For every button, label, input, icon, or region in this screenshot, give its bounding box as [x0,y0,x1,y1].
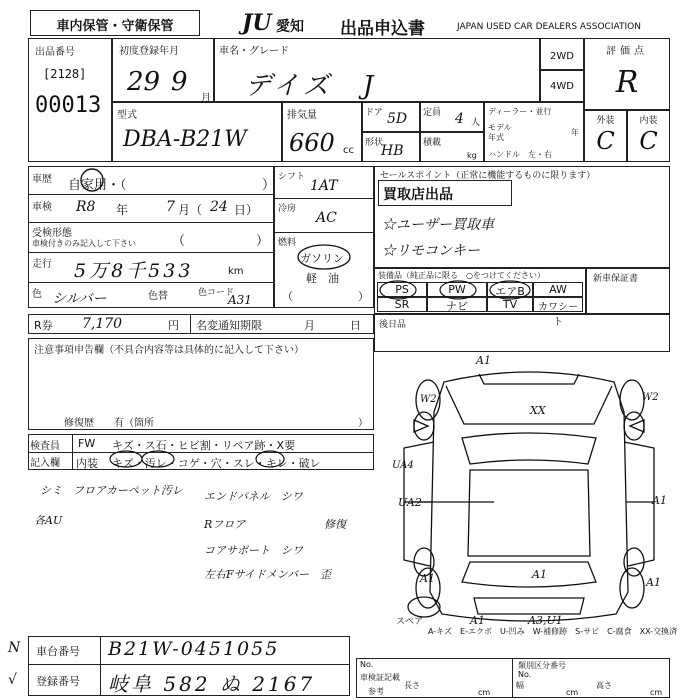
displacement-value: 660 [289,129,335,157]
grade-label: 評価点 [606,46,648,57]
warranty-label: 新車保証書 [593,274,639,284]
storage-tag [30,10,200,36]
drive-2wd: 2WD [550,51,574,62]
mark-rear-a3u1: A3,U1 [528,614,563,627]
note-core-support: コアサポート シワ [204,544,303,557]
capacity-unit: 人 [471,118,481,128]
fuel-gasoline: ガソリン [300,252,344,265]
inspector-row2: キズ・汚レ・コゲ・穴・スレ・キレ・破レ [112,457,321,470]
interior-value: C [639,127,658,155]
color-change-label: 色替 [148,291,168,302]
after-sale-block [374,314,670,352]
fuel-circle-mark [296,242,352,272]
first-reg-month: 9 [171,67,188,97]
cert-width-unit: cm [566,688,579,697]
first-reg-label: 初度登録年月 [119,46,179,57]
exterior-cell [584,110,627,162]
inspection-month-unit: 月（ [178,203,203,217]
equip-seat: カワシート [533,297,583,312]
cert-block [356,658,670,698]
shape-cell [362,132,420,162]
note-r-floor: Rフロア [204,518,246,531]
load-label: 積載 [423,138,442,148]
inspection-day-close: 日） [234,203,259,217]
equipment-circle-marks [376,278,586,302]
recycle-unit: 円 [168,319,179,332]
sales-headline-box [378,180,512,206]
displacement-cell [282,102,362,162]
sales-item-2: ☆リモコンキー [382,243,480,259]
mileage-value: 5万8千533 [74,260,194,282]
mark-left-w2: W2 [420,394,437,405]
note-each-au: 各AU [34,514,63,527]
mark-right-a1: A1 [652,494,667,507]
color-label: 色 [32,289,42,300]
repair-history: 修復歴 有（箇所 [64,418,154,429]
inspector-label-2: 記入欄 [30,458,60,469]
equip-ps: PS [377,282,427,297]
acceptance-label: 受検形態 [32,228,72,239]
inspection-month: 7 [166,199,175,215]
recycle-value: 7,170 [82,316,123,332]
equipment-label: 装備品（純正品に限る ○をつけてください） [378,271,545,280]
warranty-block [586,268,670,314]
doors-value: 5D [387,111,408,127]
note-repair: 修復 [324,518,346,531]
first-reg-cell [112,38,214,102]
history-close: ） [262,178,276,193]
displacement-unit: cc [343,145,354,156]
side-mark-n: N [8,640,21,656]
association-name: JAPAN USED CAR DEALERS ASSOCIATION [457,22,641,32]
drive-2wd-cell [540,38,584,70]
doors-cell [362,102,420,132]
capacity-cell [420,102,484,132]
plate-label: 登録番号 [36,675,80,688]
name-change-month: 月 [304,319,315,332]
exterior-value: C [596,127,615,155]
inspector-fw: FW [78,437,96,450]
inspection-year-unit: 年 [116,203,129,217]
doors-label: ドア [365,108,383,118]
acceptance-close: ） [256,234,270,249]
lot-label: 出品番号 [35,47,75,58]
dealer-year: 年式 [488,133,504,142]
equip-tv: TV [487,297,533,312]
interior-label: 内装 [639,116,658,126]
note-stain: シミ フロアカーペット汚レ [40,484,183,497]
cert-width: 幅 [516,681,524,690]
mark-front-a1: A1 [476,354,491,367]
capacity-label: 定員 [423,108,442,118]
shift-value: 1AT [310,178,338,194]
name-change-day: 日 [350,319,361,332]
sales-item-1: ☆ユーザー買取車 [382,217,494,233]
class-no: No. [518,670,532,679]
mark-hood-xx: XX [530,404,546,417]
inspection-label: 車検 [32,202,52,213]
fuel-label: 燃料 [278,238,297,248]
inspector-interior: 内装 [76,457,98,470]
shape-label: 形状 [365,138,384,148]
equip-airbag: エアB [487,282,533,297]
drive-4wd: 4WD [550,81,574,92]
cert-label: 車検証記載 [360,673,400,682]
repair-history-close: ） [358,418,368,429]
chassis-label: 車台番号 [36,645,80,658]
aircon-label: 冷房 [278,204,297,214]
cert-length: 長さ [404,681,420,690]
cert-height-unit: cm [650,688,663,697]
mark-right-w2: W2 [642,392,659,403]
history-label: 車歴 [32,174,52,185]
grade-cell [584,38,670,110]
cert-height: 高さ [596,681,612,690]
lot-code: [2128] [43,67,87,81]
inspection-era: R8 [76,199,96,215]
note-side-member: 左右Fサイドメンバー 歪 [204,568,331,581]
car-name-cell [214,38,540,102]
damage-legend: A-キズ E-エクボ U-凹み W-補修跡 S-サビ C-腐食 XX-交換済 [428,627,678,636]
history-value: 自家用・（ [68,178,127,193]
dealer-model: モデル [488,123,512,132]
sales-point-label: セールスポイント（正常に機能するものに限ります） [380,171,596,181]
exterior-label: 外装 [596,116,615,126]
acceptance-open: （ [172,234,186,249]
name-change-label: 名変通知期限 [196,319,262,332]
fuel-close: ） [358,290,369,303]
cert-ref: 参考 [368,687,384,696]
dealer-row1: ディーラー・並行 [488,107,552,116]
aircon-value: AC [316,210,337,226]
inspector-label-1: 検査員 [30,441,60,452]
inspector-circle-marks [106,448,296,470]
equip-navi: ナビ [427,297,487,312]
mark-rear-a1: A1 [470,614,485,627]
model-label: 型式 [117,110,137,121]
color-code-label: 色コード [198,288,235,298]
dealer-cell [484,102,584,162]
fuel-diesel: 軽 油 [306,272,339,285]
notes-label: 注意事項申告欄（不具合内容等は具体的に記入して下さい） [34,345,304,356]
note-end-panel: エンドパネル シワ [204,490,303,503]
cert-no: No. [360,660,374,669]
sales-headline: 買取店出品 [383,187,453,203]
class-label: 類別区分番号 [518,661,566,670]
storage-tag-text: 車内保管・守衛保管 [56,19,174,34]
interior-cell [627,110,670,162]
capacity-value: 4 [455,111,464,127]
form-title: 出品申込書 [340,19,425,39]
load-cell [420,132,484,162]
equip-aw: AW [533,282,583,297]
mark-ua2: UA2 [398,496,422,509]
shape-value: HB [381,143,404,159]
ju-logo: JU [242,10,272,36]
fuel-open: （ [282,290,293,303]
inspection-day: 24 [210,199,228,215]
load-unit: kg [467,151,477,160]
equip-pw: PW [427,282,487,297]
mark-ua4: UA4 [392,460,414,471]
dealer-year-unit: 年 [571,128,579,137]
after-sale-label: 後日品 [379,320,407,330]
side-mark-check: √ [8,672,17,688]
inspector-row1: キズ・ス石・ヒビ割・リペア跡・X要 [112,439,296,452]
grade-value: R [615,65,639,100]
mark-rear-left-a1: A1 [420,572,435,585]
spare-label: スペア [396,617,424,627]
color-value: シルバー [52,291,107,307]
equip-sr: SR [377,297,427,312]
dealer-handle: ハンドル 左・右 [488,150,552,159]
drive-4wd-cell [540,70,584,102]
org-name: 愛知 [276,19,304,35]
mileage-unit: km [228,266,244,277]
recycle-label: R券 [34,319,53,332]
first-reg-year: 29 [127,67,161,97]
model-value: DBA-B21W [123,127,247,152]
mileage-label: 走行 [32,259,52,270]
lot-cell [28,38,112,162]
history-circle-mark [78,166,106,194]
shift-label: シフト [278,172,306,182]
car-name-value: デイズ J [245,71,378,101]
chassis-value: B21W-0451055 [108,638,280,660]
plate-value: 岐阜 582 ぬ 2167 [108,672,316,696]
cert-length-unit: cm [478,688,491,697]
mark-roof-a1: A1 [532,568,547,581]
lot-number: 00013 [35,93,102,118]
color-code: A31 [228,293,252,307]
model-cell [112,102,282,162]
displacement-label: 排気量 [287,110,317,121]
mark-rear-right-a1: A1 [646,576,661,589]
first-reg-month-unit: 月 [201,93,211,104]
acceptance-sub: 車検付きのみ記入して下さい [32,239,136,248]
car-name-label: 車名・グレード [219,46,289,57]
